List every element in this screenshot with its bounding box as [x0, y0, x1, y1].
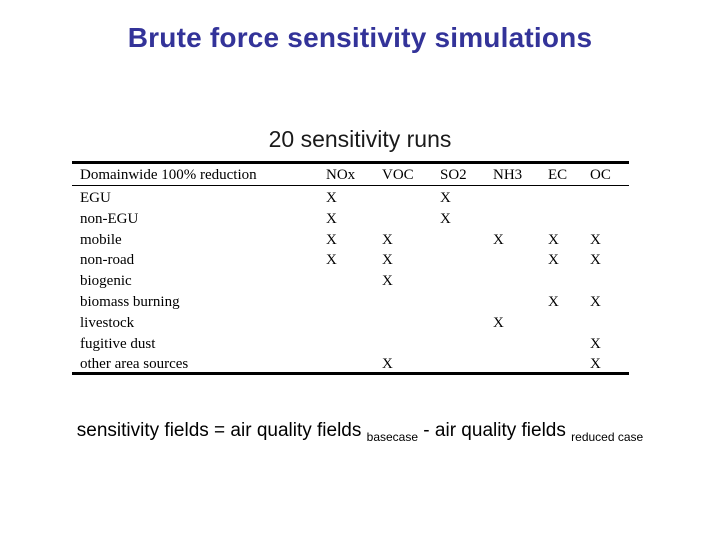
formula-operator: - air quality fields: [418, 420, 566, 441]
row-label: non-road: [80, 252, 135, 269]
row-label: livestock: [80, 314, 135, 331]
row-mark: X: [590, 335, 601, 352]
row-mark: X: [548, 231, 559, 248]
table-top-rule: [72, 161, 629, 164]
row-mark: X: [382, 231, 393, 248]
slide-title: Brute force sensitivity simulations: [127, 22, 593, 53]
row-mark: X: [326, 231, 337, 248]
row-mark: X: [590, 356, 601, 373]
row-mark: X: [382, 273, 393, 290]
row-mark: X: [326, 210, 337, 227]
row-label: other area sources: [80, 356, 189, 373]
formula-subscript-reduced: reduced case: [571, 430, 644, 444]
header-voc: VOC: [382, 167, 414, 183]
formula-lhs: sensitivity fields = air quality fields: [76, 420, 362, 441]
row-mark: X: [590, 252, 601, 269]
row-mark: X: [590, 231, 601, 248]
row-mark: X: [440, 190, 451, 206]
row-mark: X: [548, 252, 559, 269]
header-ec: EC: [548, 167, 568, 183]
sensitivity-table: [72, 161, 629, 375]
formula: [0, 420, 720, 444]
table-header-rule: [72, 185, 629, 186]
row-mark: X: [382, 356, 393, 373]
row-mark: X: [590, 294, 601, 310]
row-mark: X: [548, 294, 559, 310]
header-so2: SO2: [440, 167, 467, 183]
header-oc: OC: [590, 167, 611, 183]
header-reduction: Domainwide 100% reduction: [80, 167, 257, 183]
row-label: biomass burning: [80, 294, 180, 310]
row-label: fugitive dust: [80, 335, 156, 352]
row-mark: X: [326, 252, 337, 269]
formula-subscript-basecase: basecase: [366, 430, 419, 444]
row-mark: X: [493, 314, 504, 331]
row-label: non-EGU: [80, 210, 139, 227]
header-nox: NOx: [326, 167, 356, 183]
slide-subtitle: 20 sensitivity runs: [268, 126, 452, 152]
row-mark: X: [440, 210, 451, 227]
header-nh3: NH3: [493, 167, 523, 183]
row-mark: X: [493, 231, 504, 248]
row-mark: X: [326, 190, 337, 206]
row-label: EGU: [80, 190, 111, 206]
row-label: biogenic: [80, 273, 132, 290]
row-label: mobile: [80, 231, 122, 248]
row-mark: X: [382, 252, 393, 269]
